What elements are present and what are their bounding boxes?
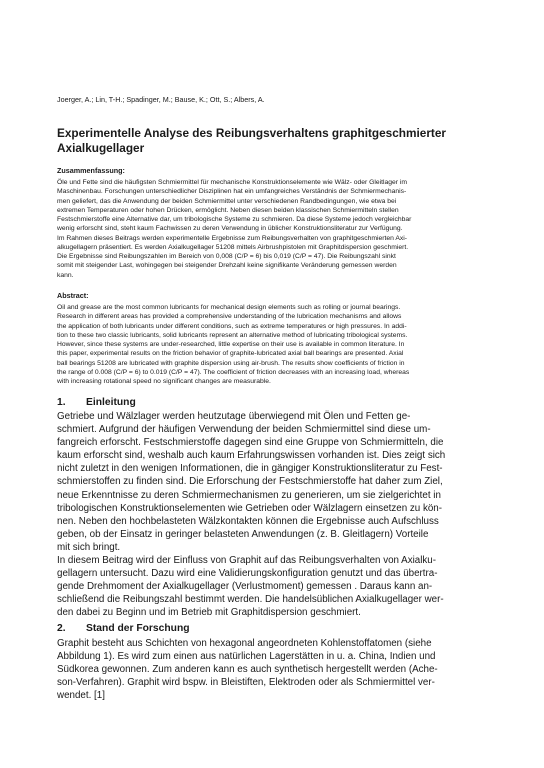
abstract-text: Oil and grease are the most common lubricants for mechanical design elements such as rolling or journal bearings. Research in different areas has provided a comprehensive understanding of the lubrication mechanisms and allows the application of both lubricants under different conditions, such as extreme temperatures or high pressures. In addi- tion to these two classic lubricants, solid lubricants represent an alternative method of lubricating tribological systems. However, since these systems are under-researched, little expertise on their use is available in common literature. In this paper, experimental results on the friction behavior of graphite-lubricated axial ball bearings are presented. Axial ball bearings 51208 are lubricated with graphite dispersion using air-brush. The results show coefficients of friction in the range of 0.008 (C/P = 6) to 0.019 (C/P = 47). The coefficient of friction decreases with an increasing load, whereas with increasing rotational speed no significant changes are measurable. [57, 304, 410, 385]
section-2-heading [57, 622, 497, 635]
section-1-text: Getriebe und Wälzlager werden heutzutage überwiegend mit Ölen und Fetten ge- schmiert. Aufgrund der häufigen Verwendung der beiden Schmiermittel sind diese um- fangreich erforscht. Festschmierstoffe dagegen sind eine Gruppe von Schmiermitteln, die kaum erforscht sind, weshalb auch kaum Erfahrungswissen vorhanden ist. Dies zeigt sich nicht zuletzt in den wenigen Informationen, die in gängiger Konstruktionsliteratur zu Fest- schmierstoffen zu finden sind. Die Erforschung der Festschmierstoffe hat daher zum Ziel, neue Erkenntnisse zu deren Schmiermechanismen zu generieren, um sie zielgerichtet in tribologischen Konstruktionselementen wie Getrieben oder Wälzlagern einsetzen zu kön- nen. Neben den hochbelasteten Wälzkontakten können die Ergebnisse auch Aufschluss geben, ob der Einsatz in geringer belasteten Anwendungen (z. B. Gleitlagern) Vorteile mit sich bringt. In diesem Beitrag wird der Einfluss von Graphit auf das Reibungsverhalten von Axialku- gellagern untersucht. Dazu wird eine Validierungskonfiguration genutzt und das übertra- gende Drehmoment der Axialkugellager (Verlustmoment) gemessen . Daraus kann an- schließend die Reibungszahl bestimmt werden. Die handelsüblichen Axialkugellager wer- den dabei zu Beginn und im Betrieb mit Graphitdispersion geschmiert. [57, 411, 446, 619]
section-1-number: 1. [57, 397, 66, 408]
section-2-text: Graphit besteht aus Schichten von hexagonal angeordneten Kohlenstoffatomen (siehe Abbildung 1). Es wird zum einen aus natürlichen Lagerstätten in u. a. China, Indien und Südkorea gewonnen. Zum anderen kann es auch synthetisch hergestellt werden (Ache- son-Verfahren). Graphit wird bspw. in Bleistiften, Elektroden oder als Schmiermittel ver- wendet. [1] [57, 638, 438, 702]
section-1-heading [57, 396, 497, 409]
section-2-number: 2. [57, 623, 66, 634]
zusammenfassung-heading: Zusammenfassung: [57, 166, 125, 175]
zusammenfassung-text: Öle und Fette sind die häufigsten Schmiermittel für mechanische Konstruktionselemente wie Wälz- oder Gleitlager im Maschinenbau. Forschungen unterschiedlicher Disziplinen hat ein umfangreiches Verständnis der Schmiermechanis- men geliefert, das die Anwendung der beiden Schmiermittel unter verschiedenen Randbedingungen, wie etwa bei extremen Temperaturen oder hohen Drücken, ermöglicht. Neben diesen beiden klassischen Schmiermitteln stellen Festschmierstoffe eine Alternative dar, um tribologische Systeme zu schmieren. Da diese Systeme jedoch vergleichbar wenig erforscht sind, steht kaum Fachwissen zu deren Verwendung in üblicher Konstruktionsliteratur zur Verfügung. Im Rahmen dieses Beitrags werden experimentelle Ergebnisse zum Reibungsverhalten von graphitgeschmierten Axi- alkugellagern präsentiert. Es werden Axialkugellager 51208 mittels Airbrushpistolen mit Graphitdispersion geschmiert. Die Ergebnisse sind Reibungszahlen im Bereich von 0,008 (C/P = 6) bis 0,019 (C/P = 47). Die Reibungszahl sinkt somit mit steigender Last, wohingegen bei steigender Drehzahl keine signifikante Veränderung gemessen werden kann. [57, 179, 412, 279]
section-1-title: Einleitung [86, 397, 136, 408]
abstract-heading: Abstract: [57, 291, 89, 300]
section-2-title: Stand der Forschung [86, 623, 190, 634]
paper-title: Experimentelle Analyse des Reibungsverhaltens graphitgeschmierter Axialkugellager [57, 126, 446, 155]
author-list: Joerger, A.; Lin, T-H.; Spadinger, M.; Bause, K.; Ott, S.; Albers, A. [57, 95, 265, 104]
